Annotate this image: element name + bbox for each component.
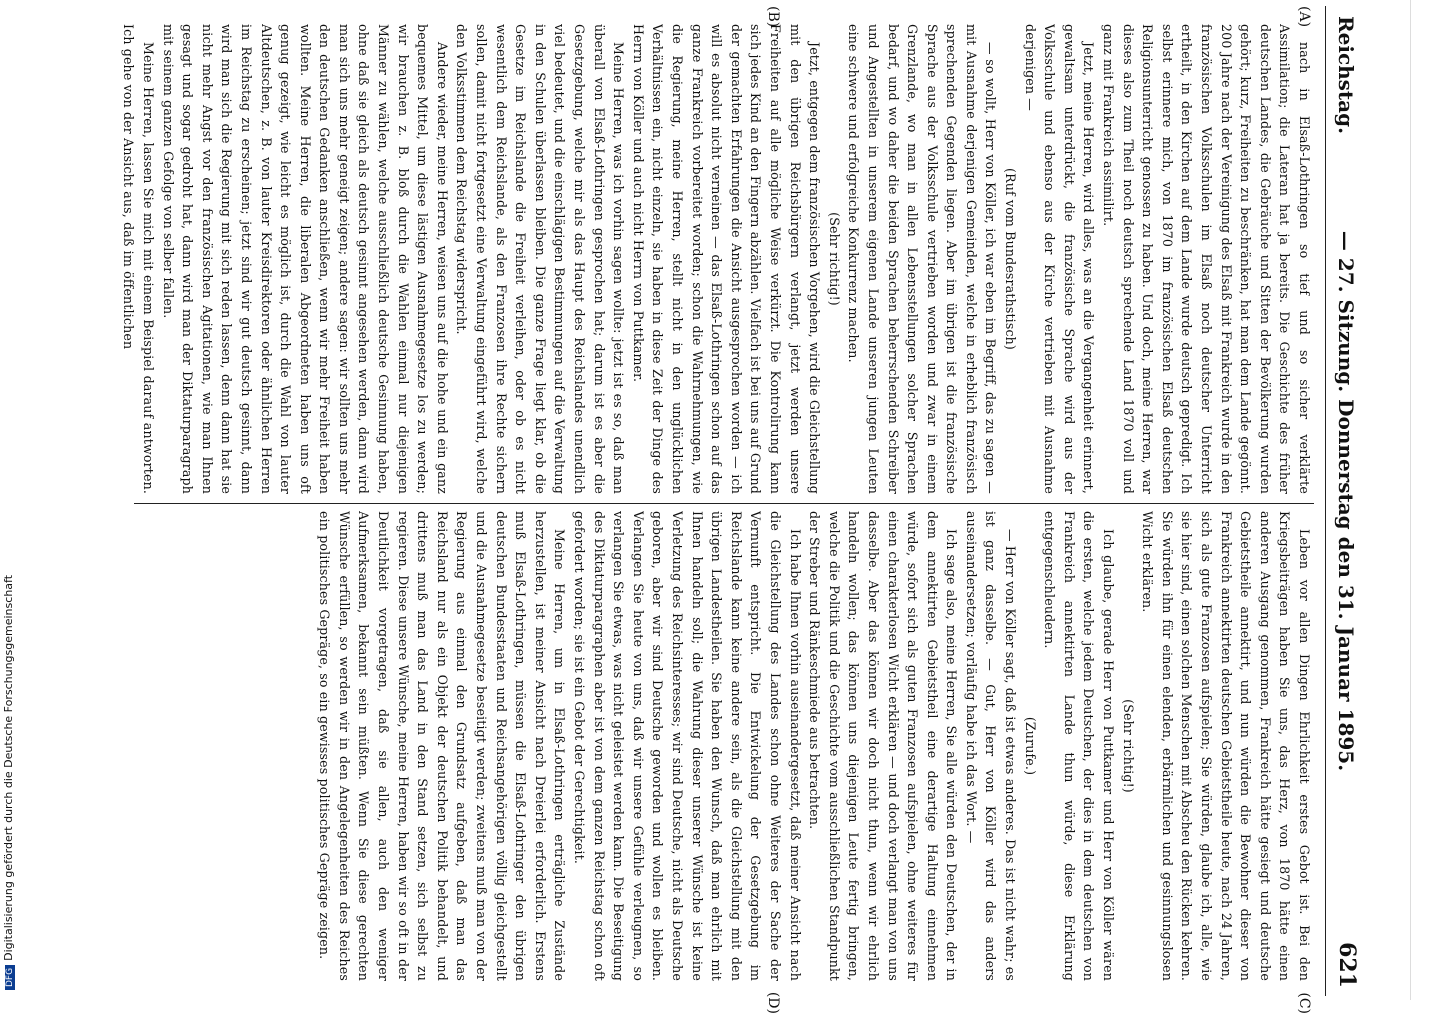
credit-text: Digitalisierung gefördert durch die Deutsche Forschungsgemeinschaft (2, 574, 15, 961)
paragraph: — so wollt, Herr von Köller, ich war eben im Begriff, das zu sagen — mit Ausnahme derjenigen Gemeinden, welche in erheblich französisch sprechenden Gegenden liegen. Aber im übrigen ist die französische Sprache aus der Volksschule vertrieben worden und zwar in einem Grenzlande, wo man in allen Lebensstellungen solcher Sprachen bedarf, und wo daher die beiden Sprachen beherrschenden Schreiber und Angestellten in unserem eigenen Lande unseren jungen Leuten eine schwere und erfolgreiche Konkurrenz machen. (846, 24, 999, 494)
rotated-document-page (76, 6, 1366, 1014)
right-text-column (86, 511, 1314, 981)
paragraph: Meine Herren, was ich vorhin sagen wollte: jetzt ist es so, daß man überall von Elsaß-Lothringen gesprochen hat; darum ist es aber die Gesetzgebung, welche mir als das Haupt des Reichslandes unendlich viel bedeutet, und die einschlägigen Bestimmungen auf die Verwaltung in den Schulen überlassen bleiben. Die ganze Frage liegt klar, ob die Gesetze im Reichslande die Freiheit verleihen, oder ob es nicht wesentlich dem Reichslande, als den Franzosen ihre Rechte sichern sollen, damit nicht fortgesetzt eine Verwaltung eingeführt wird, welche den Volksstimmen dem Reichstag widerspricht. (454, 24, 627, 494)
paragraph: (Sehr richtig!) (1120, 699, 1136, 793)
paragraph: Ich habe Ihnen vorhin auseinandergesetzt, daß meiner Ansicht nach die Gleichstellung des Landes schon ohne Weiteres der Sache der Vernunft entspricht. Die Entwickelung der Gesetzgebung im Reichslande kann keine andere sein, als die Gleichstellung mit den übrigen Landestheilen. Sie haben den Wunsch, daß man ehrlich mit Ihnen handeln soll; die Wahrung dieser unserer Wünsche ist keine Verletzung des Reichsinteresses; wir sind Deutsche, nicht als Deutsche geboren, aber wir sind Deutsche geworden und wollen es bleiben. Verlangen Sie heute von uns, daß wir unsere Gefühle verleugnen, so verlangen Sie etwas, was nicht geleistet werden kann. Die Beseitigung des Diktaturparagraphen aber ist von dem ganzen Reichstag schon oft gefordert worden; sie ist ein Gebot der Gerechtigkeit. (572, 511, 803, 981)
left-text-column (86, 24, 1314, 494)
margin-marker-c: (C) (1296, 992, 1312, 1014)
dfg-logo: DFG (5, 965, 15, 990)
column-divider (134, 503, 1314, 504)
paragraph: (Zurufe.) (1022, 716, 1038, 776)
margin-marker-d: (D) (765, 991, 781, 1014)
paragraph: Leben vor allen Dingen Ehrlichkeit erstes Gebot ist. Bei den Kriegsbeiträgen haben Sie uns, das Herz, von 1870 hätte einen anderen Ausgang genommen, Frankreich hätte gesiegt und deutsche Gebietstheile annektirt, und nun würden die Bewohner dieser von Frankreich annektirten deutschen Gebietstheile heute, nach 24 Jahren, sich als gute Franzosen aufspielen; Sie würden, glaube ich, alle, wie sie hier sind, einen solchen Menschen mit Abscheu den Rücken kehren. Sie würden ihn für einen elenden, erbärmlichen und gesinnungslosen Wicht erklären. (1140, 511, 1312, 981)
header-title: — 27. Sitzung. Donnerstag den 31. Januar 1895. (1334, 230, 1358, 772)
paragraph: Andere wieder, meine Herren, weisen uns auf die hohe und ein ganz bequemes Mittel, um diese lästigen Ausnahmegesetze los zu werden; wir brauchen z. B. bloß durch die Wahlen einmal nur diejenigen Männer zu wählen, welche ausschließlich deutsche Gesinnung haben, ohne daß sie gleich als deutsch gesinnt angesehen werden, dann wird man sich uns mehr geneigt zeigen; andere sagen: wir sollten uns mehr den deutschen Gedanken anschließen, wenn wir mehr Freiheit haben wollten. Meine Herren, die liberalen Abgeordneten haben uns oft genug gezeigt, wie leicht es möglich ist, durch die Wahl von lauter Altdeutschen, z. B. von lauter Kreisdirektoren oder ähnlichen Herren im Reichstag zu erscheinen; jetzt sind wir gut deutsch gesinnt, dann wird man sich die Regierung mit sich reden lassen, denn dann hat sie nicht mehr Angst vor den französischen Agitationen, wie man Ihnen gesagt und sogar gedroht hat, dann wird man der Diktaturparagraph mit seinem ganzen Gefolge von selber fallen. (160, 24, 450, 494)
page-number: 621 (1334, 942, 1360, 988)
digitization-credit (2, 575, 15, 990)
paragraph: (Ruf vom Bundesrathstisch) (1003, 168, 1019, 350)
paragraph: Ich sage also, meine Herren, Sie alle würden den Deutschen, der in dem annektirten Gebietstheil eine derartige Haltung einnehmen würde, sofort sich als guten Franzosen aufspielen, ohne weiteres für einen charakterlosen Wicht erklären — und doch verlangt man von uns dasselbe. Aber das können wir doch nicht thun, wenn wir ehrlich handeln wollen; das können uns diejenigen Leute fertig bringen, welche die Politik und die Geschichte vom ausschließlichen Standpunkt der Streber und Ränkeschmiede aus betrachten. (807, 511, 960, 981)
paragraph: — Herr von Köller sagt, daß ist etwas anderes. Das ist nicht wahr; es ist ganz dasselbe. — Gut, Herr von Köller wird das anders auseinandersetzen; vorläufig habe ich das Wort. — (963, 511, 1019, 981)
header-left: Reichstag. (1334, 16, 1358, 135)
margin-marker-b: (B) (765, 6, 781, 28)
paragraph: Jetzt, entgegen dem französischen Vorgehen, wird die Gleichstellung mit den übrigen Reichsbürgern verlangt, jetzt werden unsere Freiheiten auf alle mögliche Weise verkürzt. Die Kontrolirung kann sich jedes Kind an den Fingern abzählen. Vielfach ist bei uns auf Grund der gemachten Erfahrungen die Ansicht ausgesprochen worden — ich will es absolut nicht verneinen — das Elsaß-Lothringen schon auf das ganze Frankreich vorbereitet worden; schon die Wahrnehmungen, wie die Regierung, meine Herren, stellt nicht in den unglücklichen Verhältnissen ein, nicht einzeln, sie haben in diese Zeit der Dinge des Herrn von Köller und auch nicht Herrn von Puttkamer. (630, 24, 823, 494)
page-edge-line (1410, 0, 1411, 1000)
paragraph: Meine Herren, lassen Sie mich mit einem Beispiel darauf antworten. Ich gehe von der Ansicht aus, daß im öffentlichen (121, 24, 156, 494)
paragraph: (Sehr richtig!) (826, 212, 842, 306)
paragraph: Jetzt, meine Herren, wird alles, was an die Vergangenheit erinnert, gewaltsam unterdrückt, die französische Sprache wird aus der Volksschule und ebenso aus der Kirche vertrieben mit Ausnahme derjenigen — (1022, 24, 1097, 494)
paragraph: nach in Elsaß-Lothringen so tief und so sicher verklärte Assimilation; die Lateran hat ja bereits. Die Geschichte des früher deutschen Landes, die Gebräuche und Sitten der Bevölkerung wurden gehört; kurz, Freiheiten zu beschränken, hat man dem Lande gegönnt. 200 Jahre nach der Vereinigung des Elsaß mit Frankreich wurde in den französischen Volksschulen im Elsaß noch deutscher Unterricht ertheilt, in den Kirchen auf dem Lande wurde deutsch gepredigt. Ich selbst erinnere mich, von 1870 im französischen Elsaß deutschen Religionsunterricht genossen zu haben. Und doch, meine Herren, war dieses also zum Theil noch deutsch sprechende Land 1870 voll und ganz mit Frankreich assimilirt. (1101, 24, 1312, 494)
paragraph: Meine Herren, um in Elsaß-Lothringen erträgliche Zustände herzustellen, ist meiner Ansicht nach Dreierlei erforderlich. Erstens muß Elsaß-Lothringen, müssen die Elsaß-Lothringer den übrigen deutschen Bundesstaaten und Reichsangehörigen völlig gleichgestellt und die Ausnahmegesetze beseitigt werden; zweitens muß man von der Regierung aus einmal den Grundsatz aufgeben, daß man das Reichsland nur als ein Objekt der deutschen Politik behandelt, und drittens muß man das Land in den Stand setzen, sich selbst zu regieren. Diese unsere Wünsche, meine Herren, haben wir so oft in der Deutlichkeit vorgetragen, daß sie allen, auch den weniger Aufmerksamen, bekannt sein müßten. Wenn Sie diese gerechten Wünsche erfüllen, so werden wir in den Angelegenheiten des Reiches ein politisches Gepräge, so ein gewisses politisches Gepräge zeigen. (317, 511, 568, 981)
paragraph: Ich glaube, gerade Herr von Puttkamer und Herr von Köller wären die ersten, welche jedem Deutschen, der dies in dem deutschen von Frankreich annektirten Lande thun würde, diese Erklärung entgegenschleudern. (1042, 511, 1117, 981)
margin-marker-a: (A) (1296, 6, 1312, 28)
page-header (1325, 6, 1366, 996)
